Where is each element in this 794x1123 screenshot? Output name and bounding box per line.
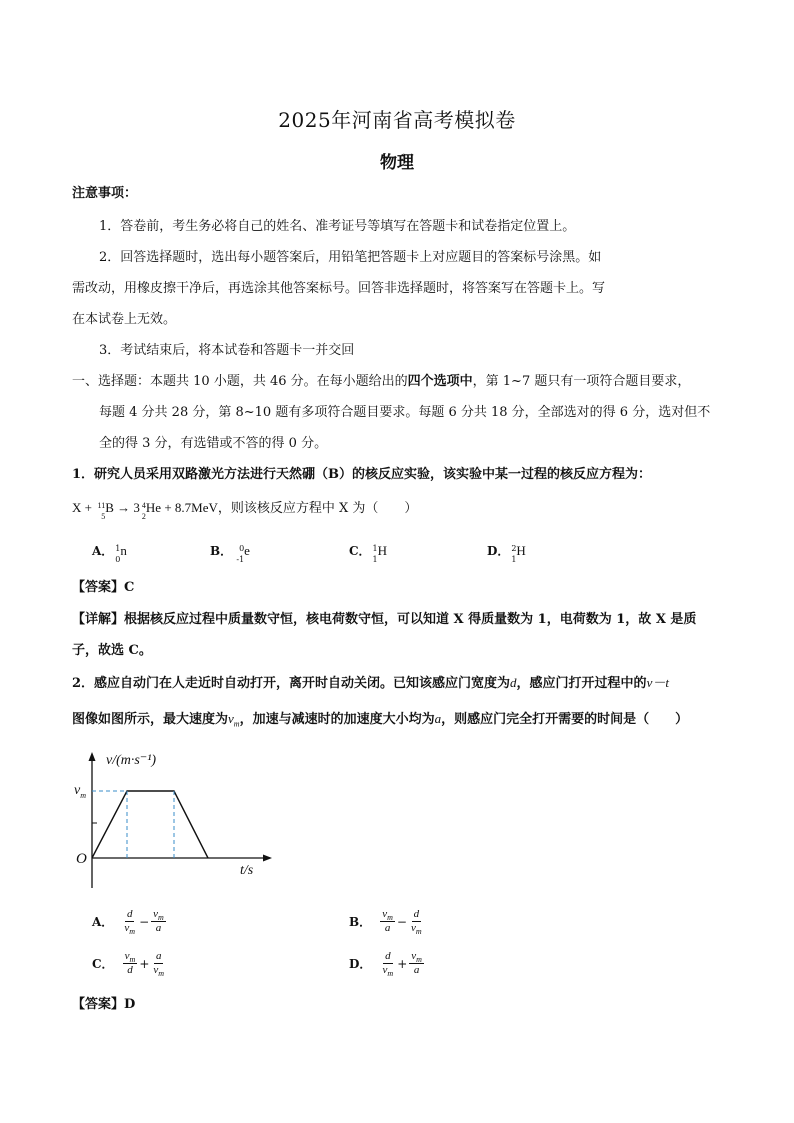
q2-option-d[interactable]: D． $\frac{d}{v_m}$ + $\frac{v_m}{a}$	[349, 950, 422, 979]
notice-item-2-line2: 需改动，用橡皮擦干净后，再选涂其他答案标号。回答非选择题时，将答案写在答题卡上。写	[72, 281, 606, 296]
graph-vm-label: $v_m$	[74, 783, 86, 800]
q2-option-c[interactable]: C． $\frac{v_m}{d}$ + $\frac{a}{v_m}$	[92, 950, 165, 979]
q1-option-b[interactable]: B． 0 -1 e	[210, 543, 250, 564]
velocity-curve	[92, 791, 208, 858]
eq-b-nums: 11 5	[97, 501, 106, 522]
section-intro-line1	[72, 374, 690, 390]
eq-energy: 8.7MeV	[174, 500, 218, 515]
graph-x-label: t/s	[240, 863, 254, 878]
notice-item-2-line3: 在本试卷上无效。	[72, 312, 177, 327]
page-title: 2025年河南省高考模拟卷	[278, 108, 516, 132]
eq-plus: +	[84, 500, 92, 515]
section-intro-line2: 每题 4 分共 28 分，第 8~10 题有多项符合题目要求。每题 6 分共 18 分，全部选对的得 6 分，选对但不	[99, 405, 711, 420]
graph-origin-label: O	[76, 851, 87, 867]
y-axis-arrow	[89, 752, 96, 761]
notice-item-1: 1．答卷前，考生务必将自己的姓名、准考证号等填写在答题卡和试卷指定位置上。	[99, 219, 576, 234]
q1-option-d[interactable]: D． 2 1 H	[487, 543, 526, 564]
q2-stem-line1: 2．感应自动门在人走近时自动打开，离开时自动关闭。已知该感应门宽度为d，感应门打开过程中的v－t	[72, 675, 669, 691]
eq-arrow: →	[117, 500, 131, 515]
eq-x: X	[72, 500, 82, 515]
q1-option-c[interactable]: C． 1 1 H	[349, 543, 387, 564]
eq-plus-2: +	[164, 500, 172, 515]
section-intro-line3: 全的得 3 分，有选错或不答的得 0 分。	[99, 436, 328, 451]
q2-answer: 【答案】D	[72, 997, 136, 1012]
q2-stem-line2: 图像如图所示，最大速度为$v_m$，加速与减速时的加速度大小均为a，则感应门完全打开需要的时间是（ ）	[72, 711, 689, 729]
q1-answer: 【答案】C	[72, 580, 135, 595]
q2-option-a[interactable]: A． $\frac{d}{v_m}$ − $\frac{v_m}{a}$	[92, 908, 164, 937]
q1-detail-line2: 子，故选 C。	[72, 643, 152, 658]
eq-coef: 3	[133, 500, 140, 515]
notice-item-3: 3．考试结束后，将本试卷和答题卡一并交回	[99, 343, 355, 358]
eq-he-nums: 4 2	[141, 501, 146, 522]
x-axis-arrow	[263, 855, 272, 862]
q1-stem: 1．研究人员采用双路激光方法进行天然硼（B）的核反应实验，该实验中某一过程的核反应方程为：	[72, 467, 652, 482]
eq-tail: ，则该核反应方程中 X 为（ ）	[217, 501, 418, 516]
subject-title: 物理	[380, 153, 414, 173]
section-text: 本题共 10 小题，共 46 分。在每小题给出的	[150, 374, 408, 389]
notice-heading: 注意事项：	[72, 186, 138, 201]
section-text-end: ，第 1~7 题只有一项符合题目要求，	[472, 374, 691, 389]
eq-helium: He	[145, 500, 162, 515]
notice-item-2-line1: 2．回答选择题时，选出每小题答案后，用铅笔把答题卡上对应题目的答案标号涂黑。如	[99, 250, 602, 265]
eq-boron: B	[105, 500, 114, 515]
frac: $\frac{d}{v_m}$	[124, 908, 136, 937]
q1-option-a[interactable]: A． 1 0 n	[92, 543, 127, 564]
section-label: 一、选择题：	[72, 374, 151, 389]
section-bold: 四个选项中	[407, 374, 473, 389]
q2-option-b[interactable]: B． $\frac{v_m}{a}$ − $\frac{d}{v_m}$	[349, 908, 422, 937]
graph-y-label: v/(m·s⁻¹)	[106, 753, 157, 768]
q1-detail-line1: 【详解】根据核反应过程中质量数守恒，核电荷数守恒，可以知道 X 得质量数为 1，电荷数为 1，故 X 是质	[72, 612, 697, 627]
q1-equation	[72, 500, 418, 522]
